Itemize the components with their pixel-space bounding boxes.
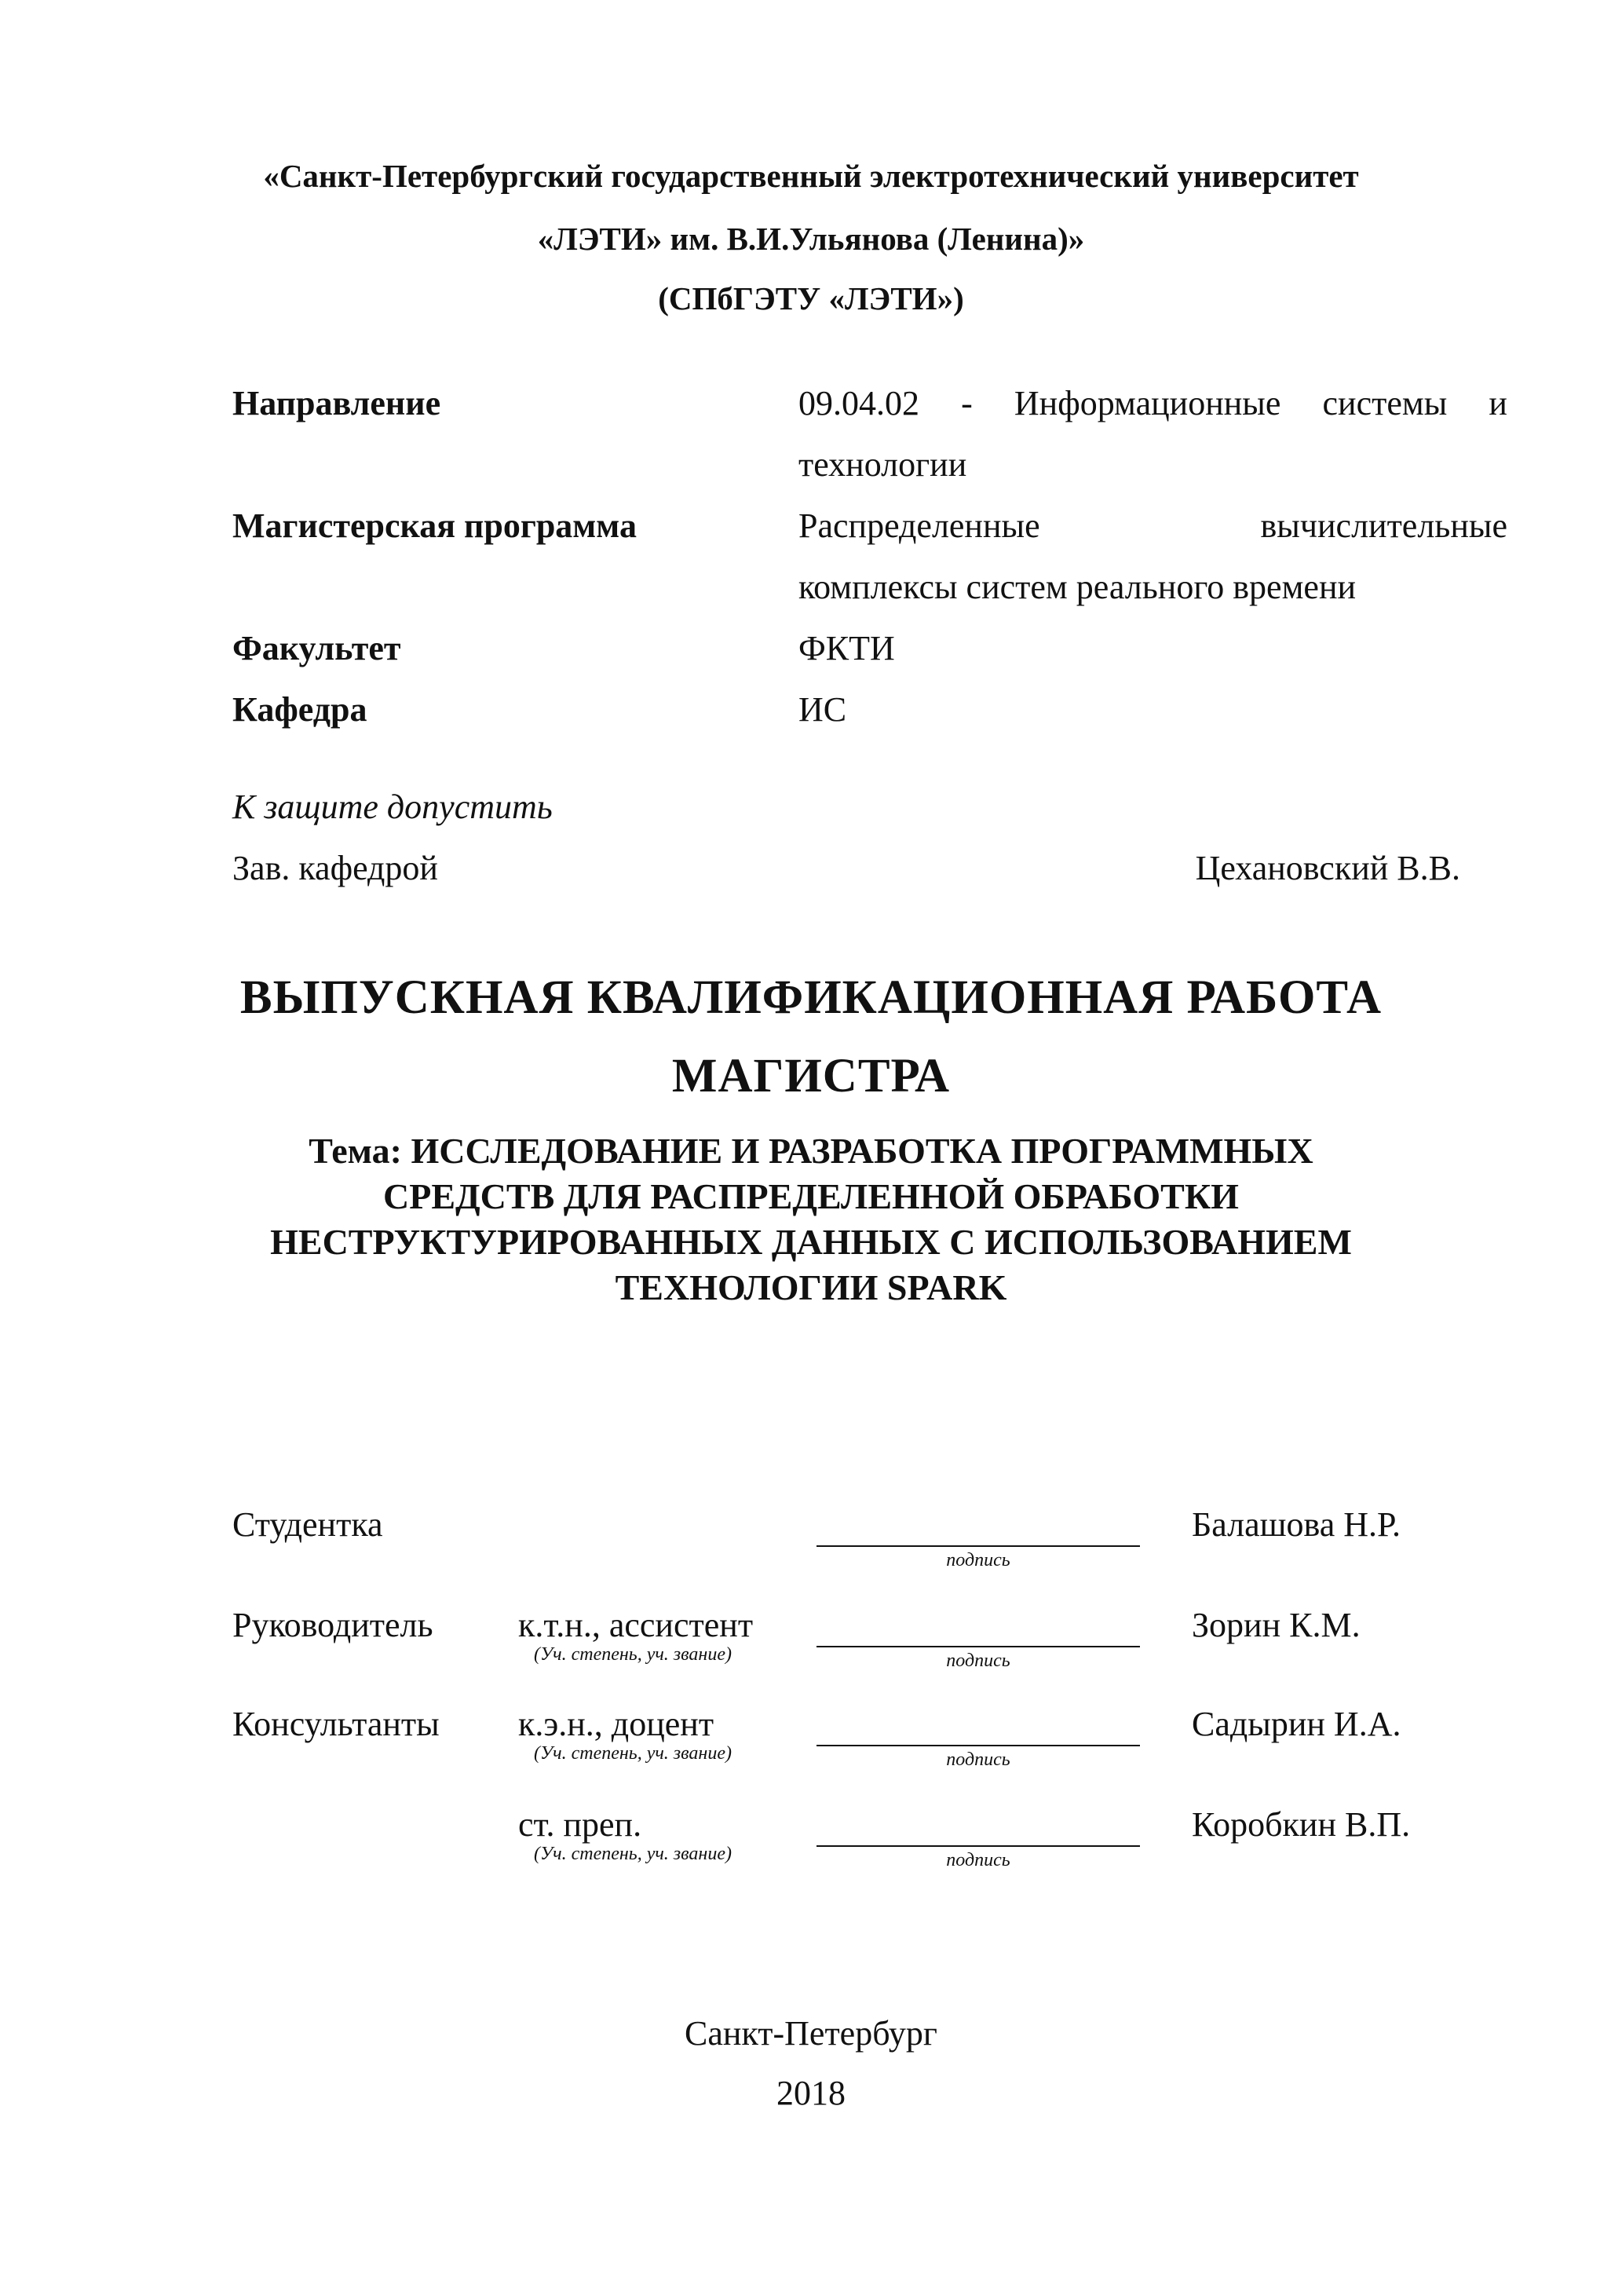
consultant-degree: ст. преп. [518, 1805, 642, 1844]
signature-caption: подпись [946, 1550, 1010, 1570]
supervisor-name: Зорин К.М. [1192, 1606, 1361, 1644]
year: 2018 [776, 2074, 846, 2112]
direction-dash: - [961, 384, 973, 422]
university-name-line1: «Санкт-Петербургский государственный электротехнический университет [263, 158, 1359, 194]
thesis-title-line1: ВЫПУСКНАЯ КВАЛИФИКАЦИОННАЯ РАБОТА [239, 971, 1383, 1024]
department-value: ИС [798, 690, 847, 729]
program-value-line2: комплексы систем реального времени [798, 568, 1357, 606]
faculty-value: ФКТИ [798, 629, 895, 667]
direction-value-line1 [798, 383, 1507, 423]
direction-word: и [1489, 384, 1507, 422]
department-label: Кафедра [232, 690, 367, 729]
program-word: Распределенные [798, 506, 1040, 545]
university-name-line2: «ЛЭТИ» им. В.И.Ульянова (Ленина)» [537, 221, 1085, 257]
signature-line [816, 1545, 1140, 1547]
direction-label: Направление [232, 384, 441, 422]
program-value-line1 [798, 506, 1507, 546]
university-abbreviation: (СПбГЭТУ «ЛЭТИ») [658, 280, 964, 316]
degree-caption: (Уч. степень, уч. звание) [534, 1844, 732, 1864]
city: Санкт-Петербург [685, 2014, 937, 2053]
signature-caption: подпись [946, 1749, 1010, 1770]
direction-code: 09.04.02 [798, 384, 919, 422]
faculty-label: Факультет [232, 629, 401, 667]
thesis-title-line2: МАГИСТРА [671, 1050, 951, 1102]
head-of-department-name: Цехановский В.В. [1195, 849, 1460, 887]
signature-line [816, 1646, 1140, 1647]
topic-line4: ТЕХНОЛОГИИ SPARK [615, 1267, 1007, 1307]
supervisor-degree: к.т.н., ассистент [518, 1606, 754, 1644]
signature-caption: подпись [946, 1850, 1010, 1870]
degree-caption: (Уч. степень, уч. звание) [534, 1644, 732, 1665]
direction-word: системы [1322, 384, 1448, 422]
signature-caption: подпись [946, 1651, 1010, 1671]
signature-line [816, 1845, 1140, 1847]
supervisor-role: Руководитель [232, 1606, 433, 1644]
direction-word: Информационные [1014, 384, 1281, 422]
approval-note: К защите допустить [232, 788, 553, 826]
topic-line3: НЕСТРУКТУРИРОВАННЫХ ДАННЫХ С ИСПОЛЬЗОВАНИЕМ [270, 1222, 1352, 1262]
head-of-department-label: Зав. кафедрой [232, 849, 438, 887]
consultants-role: Консультанты [232, 1705, 440, 1743]
topic-line1: Тема: ИССЛЕДОВАНИЕ И РАЗРАБОТКА ПРОГРАММНЫХ [309, 1131, 1313, 1171]
student-role: Студентка [232, 1505, 383, 1544]
program-label: Магистерская программа [232, 506, 637, 545]
program-word: вычислительные [1260, 506, 1507, 545]
student-name: Балашова Н.Р. [1192, 1505, 1401, 1544]
topic-line2: СРЕДСТВ ДЛЯ РАСПРЕДЕЛЕННОЙ ОБРАБОТКИ [383, 1176, 1239, 1216]
signature-line [816, 1745, 1140, 1746]
degree-caption: (Уч. степень, уч. звание) [534, 1743, 732, 1764]
consultant-name: Коробкин В.П. [1192, 1805, 1411, 1844]
direction-value-line2: технологии [798, 445, 967, 484]
consultant-name: Садырин И.А. [1192, 1705, 1401, 1743]
consultant-degree: к.э.н., доцент [518, 1705, 714, 1743]
